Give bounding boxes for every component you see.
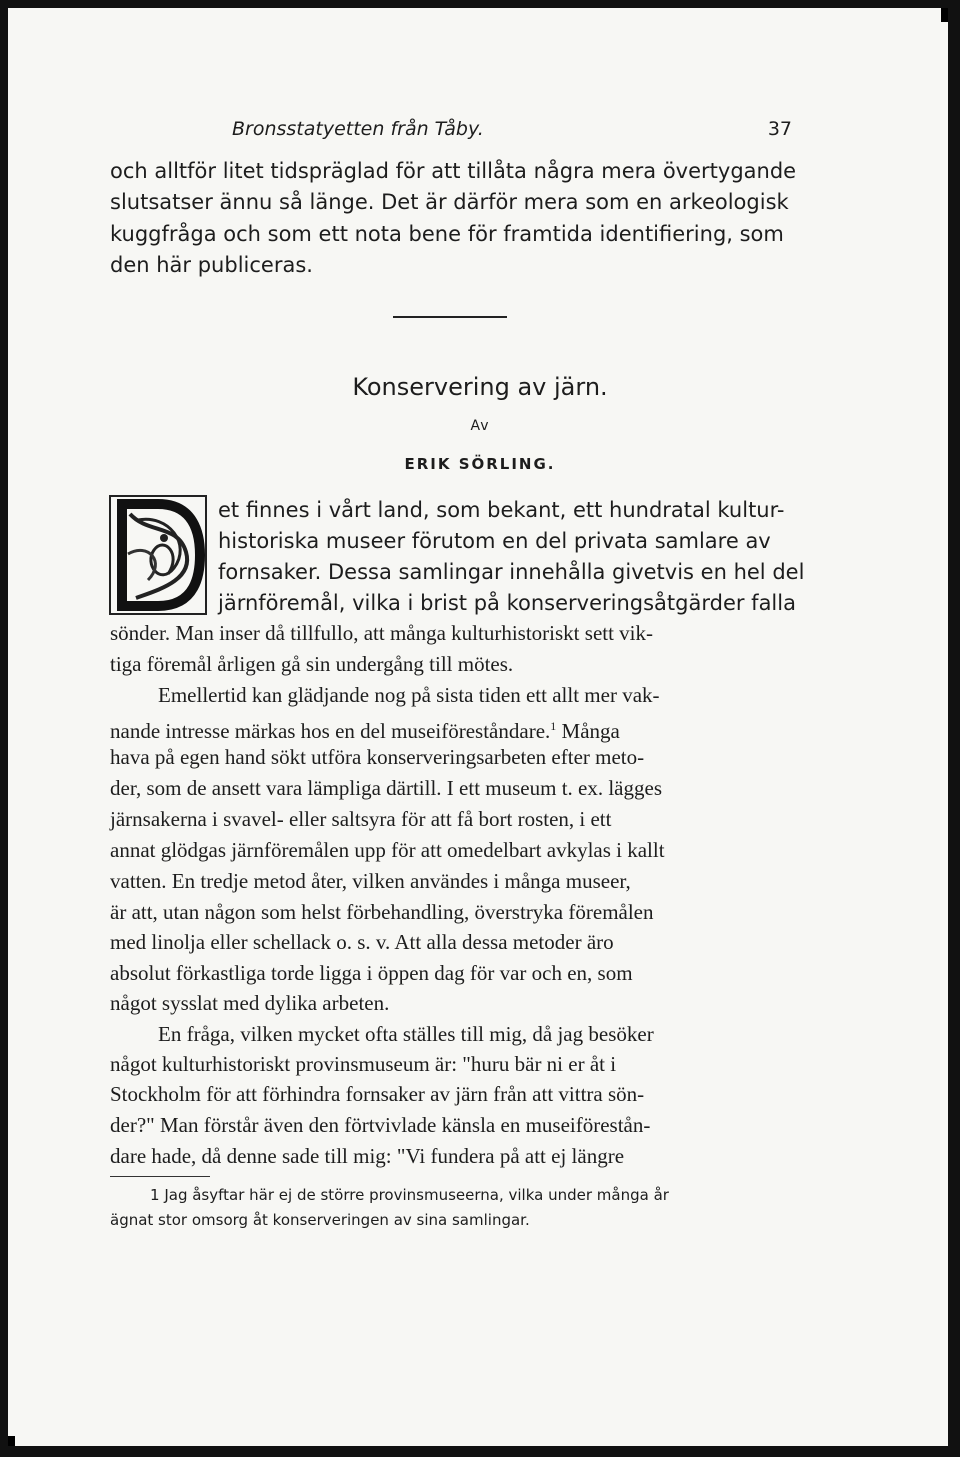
text-line: något kulturhistoriskt provinsmuseum är: "huru bär ni er åt i bbox=[110, 1052, 617, 1076]
text-line: och alltför litet tidspräglad för att tillåta några mera övertygande bbox=[110, 159, 797, 183]
text-line: nande intresse märkas hos en del museiföreståndare.$^1$ Många bbox=[110, 719, 620, 743]
text-line: et finnes i vårt land, som bekant, ett hundratal kultur- bbox=[218, 498, 785, 522]
scan-corner-mark bbox=[8, 1436, 15, 1446]
text-line: järnsakerna i svavel- eller saltsyra för att få bort rosten, i ett bbox=[110, 807, 612, 831]
page-number: 37 bbox=[767, 118, 792, 140]
article-title: Konservering av järn. bbox=[352, 373, 608, 401]
text-line: tiga föremål årligen gå sin undergång till mötes. bbox=[110, 652, 514, 676]
text-line: annat glödgas järnföremålen upp för att omedelbart avkylas i kallt bbox=[110, 838, 665, 862]
text-line: sönder. Man inser då tillfullo, att många kulturhistoriskt sett vik- bbox=[110, 621, 654, 645]
text-line: vatten. En tredje metod åter, vilken användes i många museer, bbox=[110, 869, 631, 893]
ornamental-initial-d bbox=[108, 494, 208, 616]
footnote-line: ägnat stor omsorg åt konserveringen av sina samlingar. bbox=[110, 1211, 530, 1229]
text-line: slutsatser ännu så länge. Det är därför mera som en arkeologisk bbox=[110, 190, 789, 214]
section-divider bbox=[393, 316, 507, 318]
text-line: något sysslat med dylika arbeten. bbox=[110, 991, 390, 1015]
text-line: Emellertid kan glädjande nog på sista tiden ett allt mer vak- bbox=[158, 683, 660, 707]
text-line: En fråga, vilken mycket ofta ställes till mig, då jag besöker bbox=[158, 1022, 654, 1046]
text-line: kuggfråga och som ett nota bene för framtida identifiering, som bbox=[110, 222, 784, 246]
footnote-divider bbox=[110, 1176, 210, 1177]
footnote-number: 1 bbox=[150, 1186, 160, 1204]
byline: Av bbox=[470, 418, 490, 434]
text-line: Stockholm för att förhindra fornsaker av järn från att vittra sön- bbox=[110, 1082, 645, 1106]
footnote-ref: 1 bbox=[550, 719, 557, 733]
text-line: dare hade, då denne sade till mig: "Vi fundera på att ej längre bbox=[110, 1144, 625, 1168]
text-line: är att, utan någon som helst förbehandling, överstryka föremålen bbox=[110, 900, 654, 924]
text-line: der, som de ansett vara lämpliga därtill. I ett museum t. ex. lägges bbox=[110, 776, 662, 800]
running-header bbox=[232, 118, 792, 148]
text-line: historiska museer förutom en del privata samlare av bbox=[218, 529, 771, 553]
text-line: järnföremål, vilka i brist på konserveringsåtgärder falla bbox=[218, 591, 796, 615]
running-title: Bronsstatyetten från Tåby. bbox=[232, 118, 484, 140]
text-line: hava på egen hand sökt utföra konserveringsarbeten efter meto- bbox=[110, 745, 645, 769]
text-line: fornsaker. Dessa samlingar innehålla givetvis en hel del bbox=[218, 560, 805, 584]
scan-corner-mark bbox=[941, 8, 948, 22]
text-line: med linolja eller schellack o. s. v. Att alla dessa metoder äro bbox=[110, 930, 614, 954]
text-line: der?" Man förstår även den förtvivlade känsla en museiförestån- bbox=[110, 1113, 651, 1137]
author-name: ERIK SÖRLING. bbox=[404, 455, 556, 473]
text-line: absolut förkastliga torde ligga i öppen dag för var och en, som bbox=[110, 961, 633, 985]
footnote-line: 1 Jag åsyftar här ej de större provinsmuseerna, vilka under många år bbox=[150, 1186, 669, 1204]
text-line: den här publiceras. bbox=[110, 253, 313, 277]
